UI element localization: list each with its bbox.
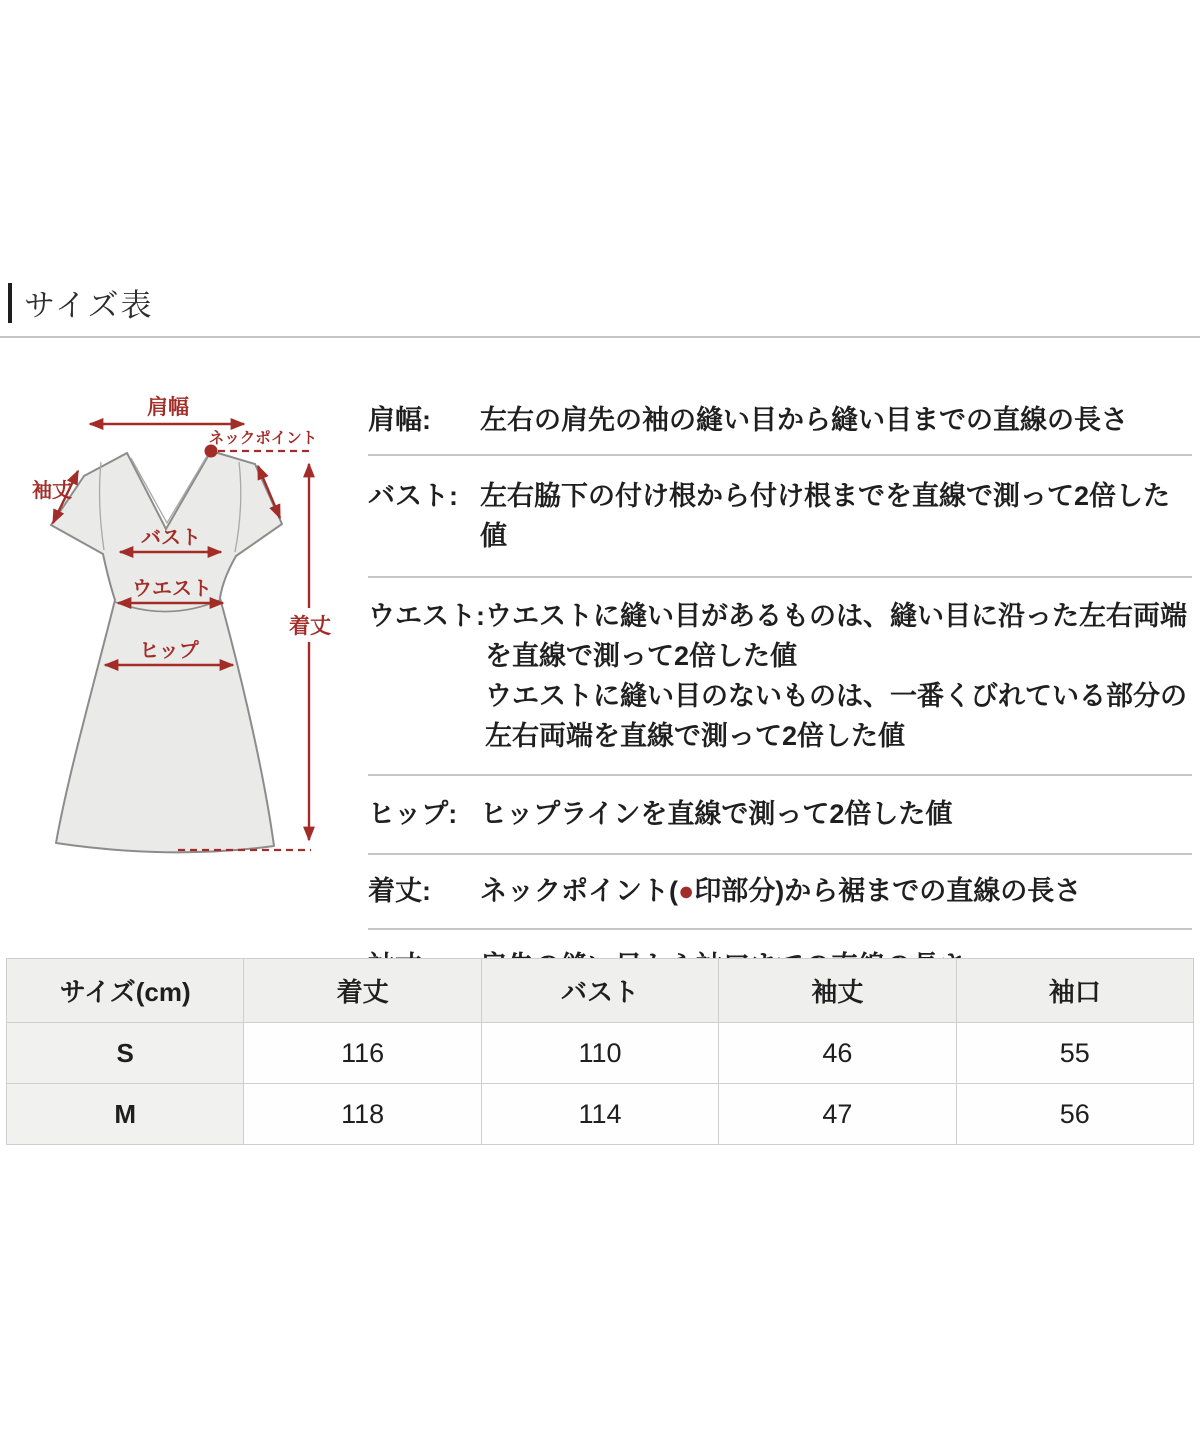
waist-label: ウエスト xyxy=(132,578,212,600)
size-table-row-m xyxy=(7,1084,1194,1145)
title-divider xyxy=(0,336,1200,338)
definition-row-hip xyxy=(368,776,1192,855)
definition-text xyxy=(480,871,1192,911)
shoulder-width-label: 肩幅 xyxy=(147,396,189,419)
size-table-header-cell-size: サイズ(cm) xyxy=(7,959,244,1023)
neck-point-label: ネックポイント xyxy=(208,430,318,447)
definition-text: 左右の肩先の袖の縫い目から縫い目までの直線の長さ xyxy=(480,405,1128,435)
definition-line: 左右両端を直線で測って2倍した値 xyxy=(485,721,906,751)
definition-text-post: 印部分)から裾までの直線の長さ xyxy=(694,876,1082,906)
value-cell: 46 xyxy=(719,1023,956,1084)
size-table-container xyxy=(6,958,1194,1145)
definition-row-waist xyxy=(368,578,1192,776)
title-accent-bar xyxy=(8,283,12,323)
value-cell: 47 xyxy=(719,1084,956,1145)
definition-term: ウエスト: xyxy=(368,601,485,631)
definition-line: ウエストに縫い目があるものは、縫い目に沿った左右両端 xyxy=(485,601,1187,631)
definition-line: ウエストに縫い目のないものは、一番くびれている部分の xyxy=(485,681,1187,711)
definition-row-length xyxy=(368,855,1192,930)
page-title-row xyxy=(8,280,154,325)
size-table-header-cell-length: 着丈 xyxy=(244,959,481,1023)
size-table-header-cell-cuff: 袖口 xyxy=(956,959,1193,1023)
length-label: 着丈 xyxy=(289,615,331,638)
size-table-row-s xyxy=(7,1023,1194,1084)
dress-diagram-svg xyxy=(20,390,360,870)
dress-measurement-diagram xyxy=(20,390,360,870)
definition-text: ヒップラインを直線で測って2倍した値 xyxy=(480,799,953,829)
value-cell: 118 xyxy=(244,1084,481,1145)
definition-term: 肩幅: xyxy=(368,405,431,435)
hip-label: ヒップ xyxy=(139,640,199,662)
definition-text-pre: ネックポイント( xyxy=(480,876,678,906)
measurement-definitions xyxy=(368,392,1192,1004)
size-table-header-cell-bust: バスト xyxy=(481,959,718,1023)
neck-point-dot-glyph: ● xyxy=(678,876,695,906)
definition-term: ヒップ: xyxy=(368,799,458,829)
size-cell: S xyxy=(7,1023,244,1084)
size-table-header-cell-sleeve-length: 袖丈 xyxy=(719,959,956,1023)
value-cell: 110 xyxy=(481,1023,718,1084)
definition-text: 左右脇下の付け根から付け根までを直線で測って2倍した値 xyxy=(480,481,1171,551)
size-table-header-row xyxy=(7,959,1194,1023)
size-cell: M xyxy=(7,1084,244,1145)
page-title: サイズ表 xyxy=(24,288,154,323)
definition-text xyxy=(485,596,1192,756)
bust-label: バスト xyxy=(141,527,201,549)
definition-term: バスト: xyxy=(368,481,458,511)
value-cell: 114 xyxy=(481,1084,718,1145)
size-table xyxy=(6,958,1194,1145)
definition-term: 着丈: xyxy=(368,876,431,906)
definition-line: を直線で測って2倍した値 xyxy=(485,641,798,671)
value-cell: 56 xyxy=(956,1084,1193,1145)
value-cell: 116 xyxy=(244,1023,481,1084)
definition-row-shoulder-width xyxy=(368,392,1192,456)
value-cell: 55 xyxy=(956,1023,1193,1084)
sleeve-length-label: 袖丈 xyxy=(32,480,72,502)
definition-row-bust xyxy=(368,456,1192,578)
